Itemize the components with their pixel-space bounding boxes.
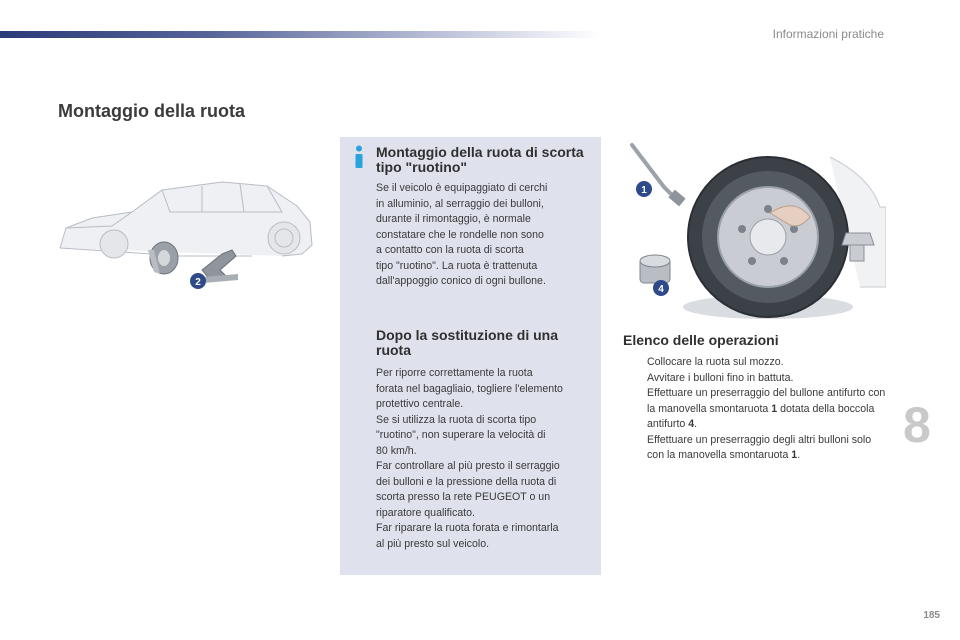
callout-1-badge <box>636 181 652 197</box>
list-item: Effettuare un preserraggio del bullone antifurto con la manovella smontaruota 1 dotata della boccola antifurto 4. <box>647 387 886 430</box>
car-callout-label: 2 <box>195 277 201 288</box>
info-box <box>340 137 601 575</box>
page-title: Montaggio della ruota <box>58 101 245 121</box>
infobox-heading-after-replacement: Dopo la sostituzione di una ruota <box>376 327 558 358</box>
infobox-text-ruotino: Se il veicolo è equipaggiato di cerchi in alluminio, al serraggio dei bulloni, durante il rimontaggio, è normale constatare che le rondelle non sono a contatto con la ruota di scorta tipo "ruotino". La ruota è trattenuta dall'appoggio conico di ogni bullone. <box>376 182 548 287</box>
info-icon <box>352 145 366 169</box>
infobox-heading-ruotino: Montaggio della ruota di scorta tipo "ruotino" <box>376 144 584 175</box>
callout-2-badge <box>190 273 206 289</box>
infobox-text-after-replacement: Per riporre correttamente la ruota forata nel bagagliaio, togliere l'elemento protettivo centrale. Se si utilizza la ruota di scorta tipo "ruotino", non superare la velocità di 80 km/h. Far controllare al più presto il serraggio dei bulloni e la pressione della ruota di scorta presso la rete PEUGEOT o un riparatore qualificato. Far riparare la ruota forata e rimontarla al più presto sul veicolo. <box>376 367 563 550</box>
chapter-number: 8 <box>903 397 931 453</box>
list-item: Avvitare i bulloni fino in battuta. <box>647 371 794 384</box>
socket-callout-label: 4 <box>658 284 664 295</box>
list-item: Effettuare un preserraggio degli altri bulloni solo con la manovella smontaruota 1. <box>647 433 872 461</box>
section-header: Informazioni pratiche <box>772 27 884 41</box>
wheel-illustration <box>620 137 886 327</box>
operations-title: Elenco delle operazioni <box>623 332 779 348</box>
operations-list <box>623 355 888 464</box>
header-gradient-bar <box>0 31 600 38</box>
wrench-callout-label: 1 <box>641 185 647 196</box>
callout-4-badge <box>653 280 669 296</box>
car-illustration <box>52 150 322 300</box>
list-item: Collocare la ruota sul mozzo. <box>647 356 784 368</box>
page-number: 185 <box>923 610 940 621</box>
